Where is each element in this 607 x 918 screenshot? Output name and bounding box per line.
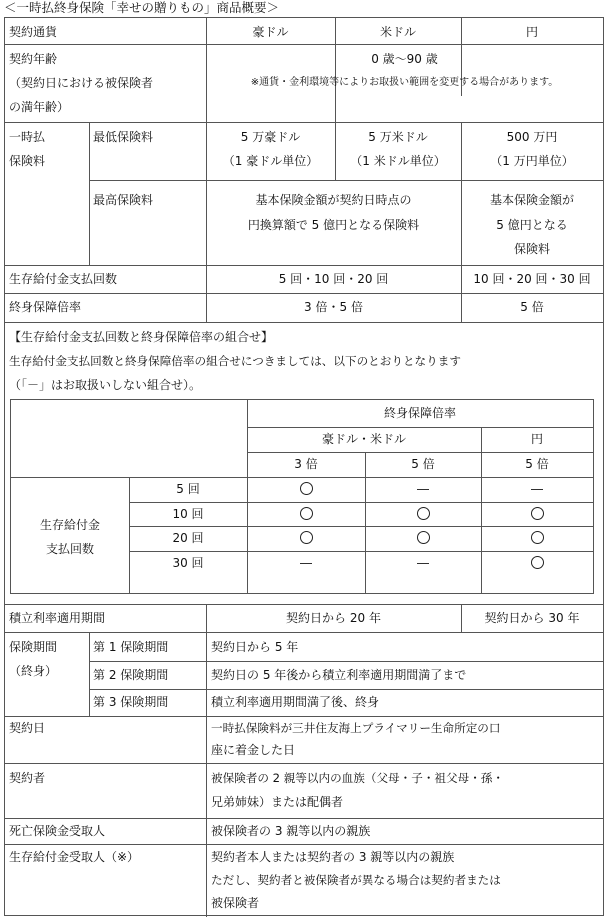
- accumulation-jpy: 契約日から 30 年: [484, 611, 580, 625]
- circle-mark-icon: [417, 531, 430, 544]
- payout-count-jpy: 10 回・20 回・30 回: [473, 272, 591, 286]
- row-divider: [5, 322, 603, 323]
- row-divider: [5, 604, 603, 605]
- survival-beneficiary-value: 契約者本人または契約者の 3 親等以内の親族: [211, 850, 455, 864]
- row-divider: [5, 293, 603, 294]
- combo-mark: ―: [300, 556, 312, 570]
- combo-header-foreign: 豪ドル・米ドル: [321, 432, 406, 446]
- currency-jpy: 円: [525, 25, 538, 39]
- combo-count: 10 回: [172, 507, 204, 521]
- circle-mark-icon: [417, 507, 430, 520]
- row-divider: [5, 122, 603, 123]
- age-label: 契約年齢: [9, 52, 58, 66]
- combination-table: [10, 399, 594, 594]
- combo-mark: ―: [531, 482, 543, 496]
- min-premium-aud-unit: （1 豪ドル単位）: [222, 154, 319, 168]
- combo-mark: [481, 502, 593, 526]
- circle-mark-icon: [531, 531, 544, 544]
- combo-col-jpy-5x: 5 倍: [525, 457, 549, 471]
- circle-mark-icon: [531, 507, 544, 520]
- age-label-sub: の満年齢）: [9, 100, 70, 114]
- circle-mark-icon: [300, 507, 313, 520]
- age-value: 0 歳～90 歳: [371, 52, 438, 66]
- min-premium-label: 最低保険料: [93, 130, 154, 144]
- contractor-label: 契約者: [9, 771, 46, 785]
- survival-beneficiary-value: 被保険者: [211, 896, 260, 910]
- premium-label: 保険料: [9, 154, 46, 168]
- min-premium-jpy: 500 万円: [506, 130, 558, 144]
- period-label: 保険期間: [9, 640, 58, 654]
- combo-mark: [481, 551, 593, 575]
- period-1-label: 第 1 保険期間: [93, 640, 169, 654]
- combo-mark: [247, 526, 365, 550]
- contract-date-label: 契約日: [9, 721, 46, 735]
- max-premium-label: 最高保険料: [93, 193, 154, 207]
- row-divider: [89, 661, 603, 662]
- period-2-value: 契約日の 5 年後から積立利率適用期間満了まで: [211, 668, 467, 682]
- combo-col-3x: 3 倍: [294, 457, 318, 471]
- max-premium-foreign: 円換算額で 5 億円となる保険料: [247, 218, 420, 232]
- row-divider: [89, 180, 603, 181]
- combo-header: 終身保障倍率: [383, 406, 456, 420]
- combo-mark: ―: [417, 482, 429, 496]
- combo-text: （「－」はお取扱いしない組合せ）。: [9, 378, 202, 392]
- min-premium-usd: 5 万米ドル: [368, 130, 428, 144]
- death-beneficiary-label: 死亡保険金受取人: [9, 824, 106, 838]
- min-premium-jpy-unit: （1 万円単位）: [490, 154, 574, 168]
- age-note: ※通貨・金利環境等によりお取扱い範囲を変更する場合があります。: [250, 77, 559, 88]
- period-2-label: 第 2 保険期間: [93, 668, 169, 682]
- combo-heading: 【生存給付金支払回数と終身保障倍率の組合せ】: [9, 330, 274, 344]
- row-divider: [5, 265, 603, 266]
- circle-mark-icon: [531, 556, 544, 569]
- contractor-value: 被保険者の 2 親等以内の血族（父母・子・祖父母・孫・: [211, 771, 504, 785]
- accumulation-label: 積立利率適用期間: [9, 611, 106, 625]
- combo-text: 生存給付金支払回数と終身保障倍率の組合せにつきましては、以下のとおりとなります: [9, 354, 461, 368]
- accumulation-foreign: 契約日から 20 年: [286, 611, 381, 625]
- combo-count: 20 回: [172, 531, 204, 545]
- multiplier-foreign: 3 倍・5 倍: [304, 300, 363, 314]
- column-divider: [89, 122, 90, 265]
- combo-mark: [247, 502, 365, 526]
- combo-row-label: 生存給付金: [39, 518, 100, 532]
- circle-mark-icon: [300, 531, 313, 544]
- row-divider: [5, 632, 603, 633]
- multiplier-jpy: 5 倍: [520, 300, 544, 314]
- max-premium-jpy: 保険料: [513, 242, 550, 256]
- combo-mark: [365, 502, 481, 526]
- survival-beneficiary-value: ただし、契約者と被保険者が異なる場合は契約者または: [211, 873, 501, 887]
- combo-header-jpy: 円: [530, 432, 543, 446]
- max-premium-foreign: 基本保険金額が契約日時点の: [255, 193, 412, 207]
- row-divider: [5, 44, 603, 45]
- combo-col-5x: 5 倍: [411, 457, 435, 471]
- period-3-label: 第 3 保険期間: [93, 695, 169, 709]
- combo-row-label: 支払回数: [45, 542, 94, 556]
- row-divider: [5, 763, 603, 764]
- survival-beneficiary-label: 生存給付金受取人（※）: [9, 850, 140, 864]
- max-premium-jpy: 5 億円となる: [496, 218, 568, 232]
- contract-date-value: 一時払保険料が三井住友海上プライマリー生命所定の口: [211, 721, 501, 735]
- payout-count-foreign: 5 回・10 回・20 回: [278, 272, 389, 286]
- combo-mark: [365, 526, 481, 550]
- premium-label: 一時払: [9, 130, 46, 144]
- death-beneficiary-value: 被保険者の 3 親等以内の親族: [211, 824, 371, 838]
- multiplier-label: 終身保障倍率: [9, 300, 82, 314]
- contractor-value: 兄弟姉妹）または配偶者: [211, 795, 344, 809]
- min-premium-usd-unit: （1 米ドル単位）: [350, 154, 446, 168]
- period-3-value: 積立利率適用期間満了後、終身: [211, 695, 380, 709]
- product-summary-table: [4, 17, 604, 916]
- column-divider: [206, 604, 207, 917]
- combo-mark: [247, 477, 365, 501]
- combo-count: 5 回: [176, 482, 200, 496]
- max-premium-jpy: 基本保険金額が: [489, 193, 574, 207]
- contract-date-value: 座に着金した日: [211, 743, 296, 757]
- age-label-sub: （契約日における被保険者: [9, 76, 154, 90]
- circle-mark-icon: [300, 482, 313, 495]
- combo-mark: ―: [417, 556, 429, 570]
- currency-label: 契約通貨: [9, 25, 58, 39]
- period-label-sub: （終身）: [9, 664, 58, 678]
- payout-count-label: 生存給付金支払回数: [9, 272, 118, 286]
- currency-usd: 米ドル: [379, 25, 416, 39]
- currency-aud: 豪ドル: [252, 25, 289, 39]
- combo-mark: [481, 526, 593, 550]
- combo-count: 30 回: [172, 556, 204, 570]
- min-premium-aud: 5 万豪ドル: [240, 130, 301, 144]
- page-title: ＜一時払終身保険「幸せの贈りもの」商品概要＞: [4, 0, 280, 15]
- period-1-value: 契約日から 5 年: [211, 640, 299, 654]
- column-divider: [89, 632, 90, 716]
